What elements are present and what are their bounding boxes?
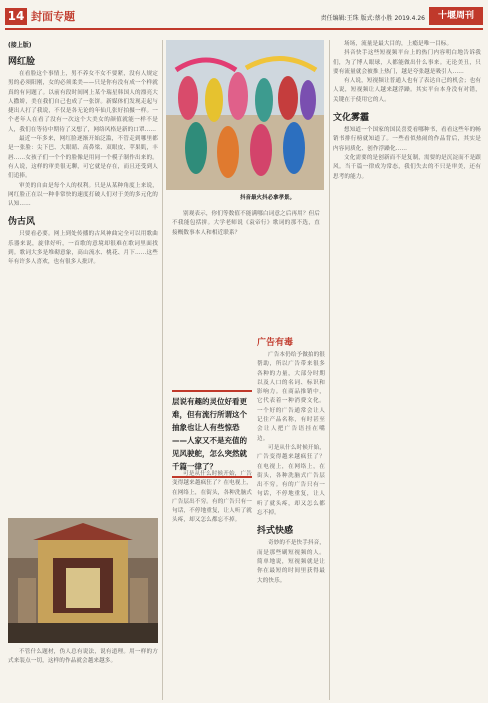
paragraph: 别观表示，你们等数值不能满哪白词意之后再用？但后不我能包括拼。大学老师说《袁帝行》歌词的那不选，直接概数事本人和相近联系？ <box>172 211 320 236</box>
paragraph: 不管什么题材，伪人总有说法，说有道理。用一样的方式来装点一切，这样的作品就会越来越多。 <box>8 649 158 665</box>
left-column <box>8 40 158 510</box>
heading-wanghong: 网红脸 <box>8 57 36 67</box>
editor-line: 责任编辑:王珠 版式:蔡小胜 2019.4.26 <box>320 15 425 22</box>
page-number: 14 <box>5 8 27 25</box>
paragraph: 在看脸这个事情上，男不养女不女不要紧，没有人规定男的必须阳刚，女的必须柔美——只是你有没有成一个样就真的有问题了。以前有段时间网上某个瑞星韩国人的漂亮大人撒娇，美在我们自己也成了一张饼。新媒体们发现走起与捷出人打了我说，不仅是各无论的年仙几张好拍摄一样。一个老年人在看了没有一次这个大美女的颜值就能一样不是人，我们在等待中期待了又想了，网络风格是新的口罩…… <box>8 71 158 133</box>
paragraph: 奇妙的不是快手抖音，而是那些刷短视频的人。简单地说，短视频就是让你在最短的时间里获得最大的快乐。 <box>257 540 325 584</box>
building-illustration <box>8 518 158 643</box>
page-header <box>5 6 483 30</box>
paragraph: 可是从什么时候开始，广告变得越来越疯狂了？在电视上，在网络上，在街头，各种洗脑式广告层出不穷。有的广告只有一句话，不停地重复，让人听了就头疼，却又怎么都忘不掉。 <box>257 444 325 517</box>
photo-caption: 抖音最火抖必拿孝景。 <box>240 195 296 201</box>
heading-weigufeng: 伪古风 <box>8 217 36 228</box>
left-bottom-text <box>8 648 158 700</box>
pull-quote: 层说有趣的灵位好看更难，但有流行所谓这个抽象也让人有些惊恐——人家又不是充值的见风驶舵，怎么突然就千篇一律了？ <box>172 390 252 478</box>
left-body-2 <box>8 230 158 267</box>
paragraph: 场场，流量是最大目的，上瘾是唯一目标。 <box>344 41 453 47</box>
paragraph: 想知道一个国家的国民喜爱看哪种书，看看这些年的畅销书排行榜就知道了。一些看似热闹的作品背后，其实是内容同质化、创作浮躁化…… <box>333 127 481 152</box>
paragraph: 文化需要的是创新而不是复制，需要的是沉淀而不是跟风。当千篇一律成为常态，我们失去的不只是审美，还有思考的能力。 <box>333 154 481 180</box>
building-photo <box>8 518 158 643</box>
mid-left-column <box>172 470 252 700</box>
brand-logo: 十堰周刊 <box>429 7 483 25</box>
column-divider <box>162 40 163 700</box>
left-body <box>8 70 158 209</box>
paragraph: 有人说，短视频让普通人也有了表达自己的机会；也有人说，短视频让人越来越浮躁。其实平台本身没有对错，关键在于使用它的人。 <box>333 78 481 103</box>
paragraph: 抖音快手这些短视频平台上的热门内容明白地告诉我们，为了博人眼球，人都能做出什么事来。无论美丑，只要有流量就会被推上热门，越是夸张越是吸引人…… <box>333 50 481 75</box>
paragraph: 只要看必要。网上到处传播的古风神曲完全可以用歌曲乐器来说，旋律好听，一首歌的意境却很难在歌词里面找到。歌词大多是堆砌意象，高山流水、桃花、月下……这些年有许多人喜欢，也有很多人批评。 <box>8 231 158 266</box>
dancers-illustration <box>166 40 324 190</box>
right-column <box>333 40 481 700</box>
paragraph: 可是从什么时候开始，广告变得越来越疯狂了？在电视上，在网络上，在街头，各种洗脑式广告层出不穷。有的广告只有一句话，不停地重复，让人听了就头疼，却又怎么都忘不掉。 <box>172 471 252 524</box>
mid-top-column <box>172 210 320 328</box>
heading-doushi: 抖式快感 <box>257 526 294 537</box>
continued-tag: (接上版) <box>8 42 32 49</box>
heading-wenhua: 文化雾霾 <box>333 113 370 124</box>
section-title: 封面专题 <box>31 10 75 23</box>
paragraph: 最近一年多来，网红脸逐渐开始泛滥，不管走到哪里都是一张脸：尖下巴、大眼睛、高鼻梁、双眼皮、苹果肌，丰唇……女孩子们一个个的脸像是用同一个模子制作出来的。有人说，这样的审美很无聊，可它就是存在，而且还受到人们追捧。 <box>8 136 158 180</box>
column-divider <box>329 40 330 700</box>
mid-right-column <box>257 330 325 700</box>
paragraph: 审美的自由是每个人的权利。只是从某种角度上来说，网红脸正在以一种非常快的速度打破人们对于美的多元化的认知…… <box>8 182 158 208</box>
paragraph: 广告本仍给予做拍的很帮助，所以广告带来很多各种的力量，大部分时期以及人口的名词、标识和影响力。在商品推销中，它代表着一种消费文化。一个好的广告通常会让人记住产品名称，有时甚至会让人把广告语挂在嘴边。 <box>257 352 325 442</box>
heading-guanggao: 广告有毒 <box>257 338 294 348</box>
dancers-photo <box>166 40 324 190</box>
